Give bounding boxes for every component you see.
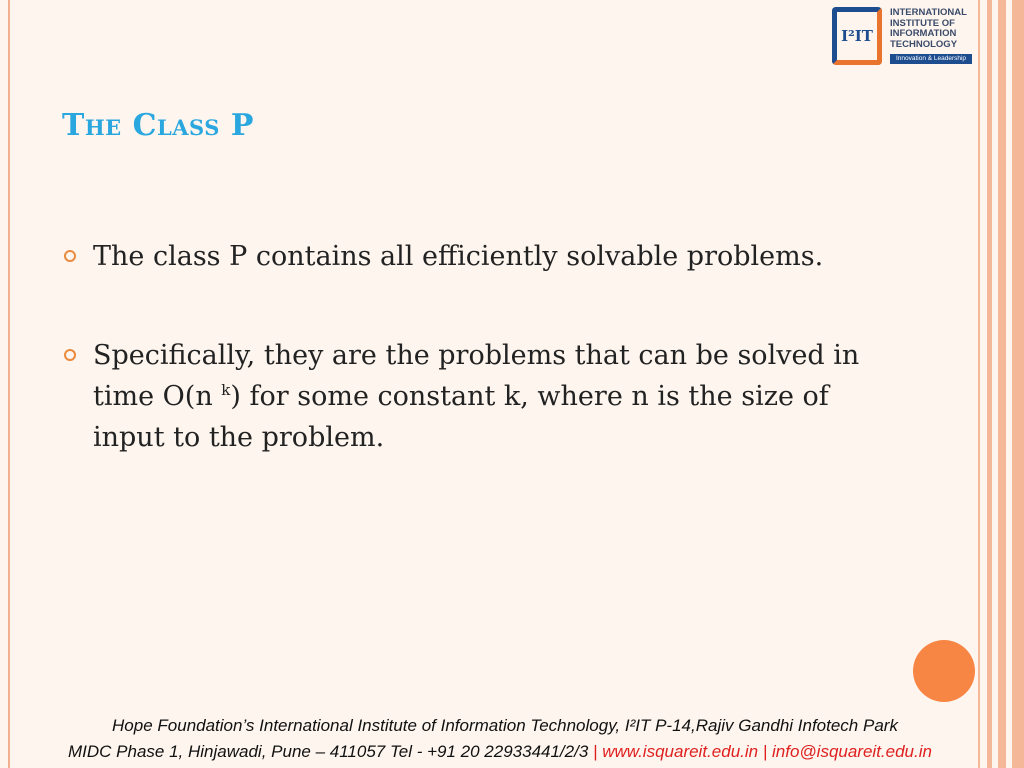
logo-line: INSTITUTE OF — [890, 17, 955, 29]
logo-mark-text: I²IT — [841, 27, 873, 45]
logo-line: INFORMATION — [890, 28, 957, 40]
logo-tagline: Innovation & Leadership — [890, 54, 972, 64]
bullet-circle-icon — [64, 349, 76, 361]
bullet-superscript: k — [221, 381, 231, 399]
logo-mark — [832, 7, 882, 65]
footer-address: MIDC Phase 1, Hinjawadi, Pune – 411057 Tel - +91 20 22933441/2/3 — [68, 742, 589, 761]
footer-separator: | — [593, 742, 598, 761]
logo-text — [890, 8, 974, 50]
footer-email-link[interactable]: info@isquareit.edu.in — [772, 742, 932, 761]
bullet-text — [93, 340, 859, 453]
decorative-circle — [913, 640, 975, 702]
right-border-stripes — [978, 0, 1024, 768]
footer-website-link[interactable]: www.isquareit.edu.in — [602, 742, 759, 761]
bullet-text-part: ) for some constant k, where n is the size of input to the problem. — [93, 381, 829, 453]
footer — [0, 713, 1000, 765]
bullet-circle-icon — [64, 250, 76, 262]
slide-title: The Class P — [62, 108, 254, 143]
footer-line-2 — [0, 739, 1000, 765]
institute-logo — [832, 7, 974, 69]
bullet-text: The class P contains all efficiently solvable problems. — [93, 241, 824, 272]
bullet-item — [64, 236, 884, 277]
footer-line-1: Hope Foundation’s International Institute of Information Technology, I²IT P-14,Rajiv Gandhi Infotech Park — [112, 716, 898, 735]
footer-separator: | — [762, 742, 768, 761]
left-border-line — [8, 0, 10, 768]
logo-line: TECHNOLOGY — [890, 38, 958, 50]
bullet-item — [64, 335, 884, 458]
logo-line: INTERNATIONAL — [890, 7, 967, 18]
bullet-text-part: Specifically, they are the problems that can be solved in time O(n — [93, 340, 860, 412]
bullet-list — [64, 236, 884, 516]
